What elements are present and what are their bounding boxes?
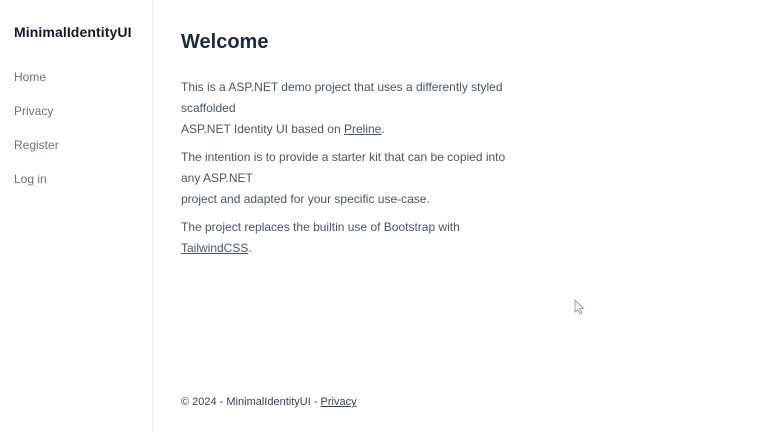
paragraph-1-line-2: ASP.NET Identity UI based on [181, 122, 344, 136]
sidebar-item [14, 68, 138, 86]
paragraph-1-period: . [381, 122, 385, 136]
sidebar-item [14, 136, 138, 154]
sidebar [0, 0, 153, 432]
paragraph-2 [181, 147, 521, 210]
sidebar-item-privacy[interactable]: Privacy [14, 104, 54, 118]
paragraph-1-line-1: This is a ASP.NET demo project that uses a differently styled scaffolded [181, 80, 503, 115]
preline-link[interactable]: Preline [343, 122, 382, 136]
sidebar-item [14, 170, 138, 188]
paragraph-2-line-1: The intention is to provide a starter kit that can be copied into any ASP.NET [181, 150, 506, 185]
paragraph-1 [181, 77, 521, 140]
paragraph-3 [181, 217, 521, 259]
sidebar-item-register[interactable]: Register [14, 138, 59, 152]
sidebar-item [14, 102, 138, 120]
paragraph-2-line-2: project and adapted for your specific use-case. [181, 192, 430, 206]
sidebar-item-login[interactable]: Log in [14, 172, 47, 186]
main-content [153, 0, 768, 432]
sidebar-nav [14, 68, 138, 188]
footer-copyright: © 2024 - MinimalIdentityUI - [181, 396, 321, 408]
paragraph-3-text: The project replaces the builtin use of Bootstrap with [181, 220, 460, 234]
tailwindcss-link[interactable]: TailwindCSS [181, 241, 249, 255]
sidebar-item-home[interactable]: Home [14, 70, 47, 84]
paragraph-3-period: . [248, 241, 252, 255]
page-title: Welcome [181, 31, 269, 53]
footer-privacy-link[interactable]: Privacy [320, 396, 357, 408]
footer [181, 396, 768, 432]
brand-link[interactable]: MinimalIdentityUI [14, 24, 132, 40]
intro-text [181, 77, 768, 259]
